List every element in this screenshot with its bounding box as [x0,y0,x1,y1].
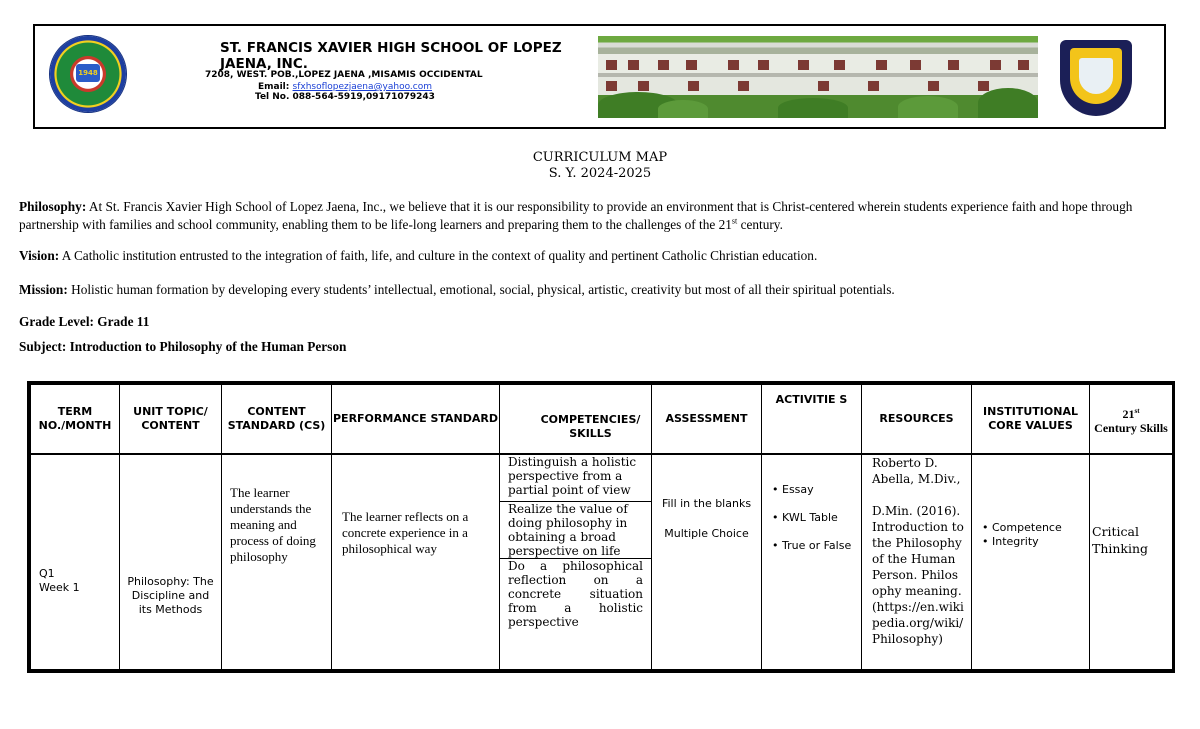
activity-item: • True or False [772,539,852,552]
activity-item: • Essay [772,483,814,496]
cell-activities [762,454,862,670]
activities-list [772,483,857,553]
header-core-values: INSTITUTIONAL CORE VALUES [972,385,1090,455]
resource-citation: D.Min. (2016). Introduction to the Philosophy of the Human Person. Philosophy meaning. (https://en.wikipedia.org/wiki/Philosophy) [872,504,964,646]
school-name: ST. FRANCIS XAVIER HIGH SCHOOL OF LOPEZ JAENA, INC. [220,40,562,72]
grade-level: Grade Level: Grade 11 [19,314,150,329]
header-century-skills [1090,385,1173,455]
email-link[interactable]: sfxhsoflopezjaena@yahoo.com [292,82,433,92]
cell-assessment [652,454,762,670]
philosophy-statement [19,198,1184,234]
assessment-item: Multiple Choice [664,527,749,540]
header-content-standard: CONTENT STANDARD (CS) [222,385,332,455]
header-unit: UNIT TOPIC/ CONTENT [120,385,222,455]
header-resources: RESOURCES [862,385,972,455]
school-email-line [258,82,558,92]
century-superscript: st [1134,406,1140,415]
header-term: TERM NO./MONTH [31,385,120,455]
table-row [31,454,1173,670]
cell-term: Q1 Week 1 [31,454,120,670]
header-activities: ACTIVITIE S [762,385,862,455]
activity-item: • KWL Table [772,511,838,524]
mission-text: Holistic human formation by developing every students’ intellectual, emotional, social, physical, artistic, creativity but most of all their spiritual potentials. [71,282,895,297]
century-label: Century Skills [1094,420,1168,435]
cell-century-skills: Critical Thinking [1090,454,1173,670]
competency-item: Realize the value of doing philosophy in obtaining a broad perspective on life [500,502,651,559]
document-title: CURRICULUM MAP [532,150,668,165]
curriculum-table [30,384,1173,670]
school-address: 7208, WEST. POB.,LOPEZ JAENA ,MISAMIS OCCIDENTAL [205,70,483,80]
vision-label: Vision: [19,248,60,263]
crest-emblem [1079,58,1113,94]
seal-year: 1948 [76,64,100,82]
cell-core-values [972,454,1090,670]
cell-competencies [500,454,652,670]
mission-statement [19,281,1184,299]
cell-content-standard: The learner understands the meaning and process of doing philosophy [222,454,332,670]
email-label: Email: [258,82,290,92]
core-values-list [982,521,1085,549]
philosophy-text: At St. Francis Xavier High School of Lopez Jaena, Inc., we believe that it is our responsibility to provide an environment that is Christ-centered wherein students experience faith and hope through partnership with families and school community, enabling them to be life-long learners and preparing them to the challenges of the 21 [19,199,1133,232]
cell-performance-standard: The learner reflects on a concrete experience in a philosophical way [332,454,500,670]
philosophy-label: Philosophy: [19,199,87,214]
vision-statement [19,247,1184,265]
school-telephone: Tel No. 088-564-5919,09171079243 [255,92,435,102]
competency-item: Distinguish a holistic perspective from a partial point of view [500,455,651,502]
resource-author: Roberto D. Abella, M.Div., [872,456,961,486]
header-competencies: COMPETENCIES/ SKILLS [500,385,652,455]
subject: Subject: Introduction to Philosophy of the Human Person [19,339,347,354]
core-value-item: • Competence [982,521,1062,534]
header-assessment: ASSESSMENT [652,385,762,455]
philosophy-superscript: st [731,216,738,226]
philosophy-end: century. [737,217,783,232]
assessment-item: Fill in the blanks [661,497,752,510]
cell-resources [862,454,972,670]
competency-item: Do a philosophical reflection on a concrete situation from a holistic perspective [508,559,643,629]
table-header-row [31,385,1173,455]
mission-label: Mission: [19,282,68,297]
school-building-photo [598,36,1038,118]
core-value-item: • Integrity [982,535,1039,548]
school-year: S. Y. 2024-2025 [548,166,652,181]
cell-unit-topic: Philosophy: The Discipline and its Methods [120,454,222,670]
header-performance-standard: PERFORMANCE STANDARD [332,385,500,455]
century-number: 21 [1122,406,1135,421]
vision-text: A Catholic institution entrusted to the integration of faith, life, and culture in the context of quality and pertinent Catholic Christian education. [61,248,818,263]
